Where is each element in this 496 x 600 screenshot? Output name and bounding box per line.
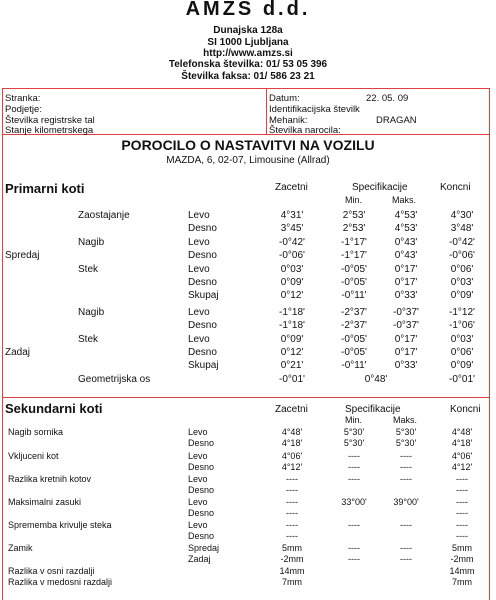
secondary-row-label: Maksimalni zasuki bbox=[8, 497, 82, 507]
secondary-row-end: ---- bbox=[456, 508, 468, 518]
geo-start: -0°01' bbox=[279, 374, 305, 385]
secondary-row-max: ---- bbox=[400, 520, 412, 530]
secondary-row-side: Levo bbox=[188, 451, 208, 461]
secondary-row-end: 4°18' bbox=[451, 438, 473, 448]
primary-row-max: 0°17' bbox=[394, 334, 418, 345]
primary-col-min: Min. bbox=[345, 195, 363, 205]
secondary-row-side: Levo bbox=[188, 474, 208, 484]
secondary-row-end: ---- bbox=[456, 531, 468, 541]
info-mechanic-value: DRAGAN bbox=[376, 115, 417, 126]
primary-row-end: 0°03' bbox=[450, 277, 474, 288]
secondary-row-min: 5°30' bbox=[343, 427, 365, 437]
primary-row-min: -1°17' bbox=[341, 237, 367, 248]
secondary-col-spec: Specifikacije bbox=[345, 404, 401, 415]
secondary-row-end: 4°12' bbox=[451, 462, 473, 472]
primary-row-max: 4°53' bbox=[394, 210, 418, 221]
primary-row-end: 0°09' bbox=[450, 290, 474, 301]
secondary-row-min: ---- bbox=[348, 462, 360, 472]
secondary-row-start: 7mm bbox=[282, 577, 302, 587]
vehicle-description: MAZDA, 6, 02-07, Limousine (Allrad) bbox=[166, 155, 330, 166]
secondary-row-side: Desno bbox=[188, 508, 215, 518]
primary-row-side: Skupaj bbox=[188, 360, 219, 371]
secondary-row-end: ---- bbox=[456, 497, 468, 507]
info-date-value: 22. 05. 09 bbox=[366, 93, 409, 104]
secondary-row-label: Nagib sornika bbox=[8, 427, 64, 437]
primary-row-start: -1°18' bbox=[279, 307, 305, 318]
primary-row-end: 0°06' bbox=[450, 264, 474, 275]
primary-row-side: Levo bbox=[188, 334, 210, 345]
secondary-row-side: Levo bbox=[188, 520, 208, 530]
primary-row-end: -0°06' bbox=[449, 250, 475, 261]
secondary-row-end: 5mm bbox=[452, 543, 472, 553]
info-podjetje: Podjetje: bbox=[5, 104, 42, 115]
secondary-row-side: Desno bbox=[188, 531, 215, 541]
primary-row-min: -0°11' bbox=[341, 360, 367, 371]
geo-spec: 0°48' bbox=[364, 374, 388, 385]
primary-row-end: 0°06' bbox=[450, 347, 474, 358]
primary-row-max: 4°53' bbox=[394, 223, 418, 234]
primary-row-end: 4°30' bbox=[450, 210, 474, 221]
primary-row-end: -0°42' bbox=[449, 237, 475, 248]
secondary-row-max: ---- bbox=[400, 474, 412, 484]
primary-heading: Primarni koti bbox=[5, 181, 85, 196]
primary-row-side: Desno bbox=[188, 320, 217, 331]
secondary-row-start: 4°12' bbox=[281, 462, 303, 472]
primary-row-min: -0°11' bbox=[341, 290, 367, 301]
secondary-row-start: 4°06' bbox=[281, 451, 303, 461]
primary-row-start: 0°09' bbox=[280, 334, 304, 345]
primary-row-start: -1°18' bbox=[279, 320, 305, 331]
primary-row-max: 0°17' bbox=[394, 347, 418, 358]
secondary-row-start: ---- bbox=[286, 485, 298, 495]
primary-row-start: 3°45' bbox=[280, 223, 304, 234]
primary-row-side: Desno bbox=[188, 277, 217, 288]
secondary-row-max: ---- bbox=[400, 543, 412, 553]
primary-row-min: -0°05' bbox=[341, 347, 367, 358]
primary-row-category: Stek bbox=[78, 264, 99, 275]
info-order-label: Številka narocila: bbox=[269, 125, 341, 136]
primary-row-side: Levo bbox=[188, 307, 210, 318]
info-id-label: Identifikacijska številk bbox=[269, 104, 360, 115]
primary-row-start: 4°31' bbox=[280, 210, 304, 221]
primary-row-max: 0°17' bbox=[394, 277, 418, 288]
secondary-row-start: 4°48' bbox=[281, 427, 303, 437]
primary-row-max: 0°17' bbox=[394, 264, 418, 275]
secondary-row-start: 5mm bbox=[282, 543, 302, 553]
primary-row-end: -1°12' bbox=[449, 307, 475, 318]
primary-row-side: Skupaj bbox=[188, 290, 219, 301]
secondary-row-label: Razlika kretnih kotov bbox=[8, 474, 92, 484]
primary-col-start: Zacetni bbox=[275, 182, 308, 193]
secondary-row-label: Razlika v osni razdalji bbox=[8, 566, 95, 576]
primary-row-side: Desno bbox=[188, 250, 217, 261]
secondary-row-side: Levo bbox=[188, 497, 208, 507]
primary-row-min: 2°53' bbox=[342, 223, 366, 234]
primary-row-min: -2°37' bbox=[341, 320, 367, 331]
primary-row-side: Levo bbox=[188, 210, 210, 221]
group-rear: Zadaj bbox=[5, 347, 31, 358]
primary-row-max: 0°33' bbox=[394, 290, 418, 301]
primary-row-start: 0°03' bbox=[280, 264, 304, 275]
secondary-row-start: -2mm bbox=[280, 554, 304, 564]
primary-row-end: 0°03' bbox=[450, 334, 474, 345]
secondary-row-end: ---- bbox=[456, 474, 468, 484]
primary-col-max: Maks. bbox=[392, 195, 417, 205]
secondary-row-end: -2mm bbox=[450, 554, 474, 564]
secondary-row-end: 4°48' bbox=[451, 427, 473, 437]
secondary-row-min: ---- bbox=[348, 451, 360, 461]
secondary-row-side: Desno bbox=[188, 438, 215, 448]
company-street: Dunajska 128a bbox=[213, 25, 283, 36]
primary-row-max: 0°33' bbox=[394, 360, 418, 371]
geo-label: Geometrijska os bbox=[78, 374, 151, 385]
primary-row-side: Levo bbox=[188, 264, 210, 275]
primary-col-spec: Specifikacije bbox=[352, 182, 408, 193]
info-stranka: Stranka: bbox=[5, 93, 41, 104]
secondary-col-min: Min. bbox=[345, 415, 363, 425]
secondary-row-end: ---- bbox=[456, 485, 468, 495]
geo-end: -0°01' bbox=[449, 374, 475, 385]
secondary-row-side: Desno bbox=[188, 485, 215, 495]
secondary-row-end: 7mm bbox=[452, 577, 472, 587]
primary-row-category: Stek bbox=[78, 334, 99, 345]
info-mechanic-label: Mehanik: bbox=[269, 115, 308, 126]
secondary-row-side: Spredaj bbox=[188, 543, 220, 553]
primary-row-start: 0°12' bbox=[280, 290, 304, 301]
group-front: Spredaj bbox=[5, 250, 40, 261]
secondary-row-start: 14mm bbox=[279, 566, 305, 576]
secondary-row-max: ---- bbox=[400, 451, 412, 461]
primary-row-min: -0°05' bbox=[341, 334, 367, 345]
secondary-row-start: 4°18' bbox=[281, 438, 303, 448]
secondary-row-max: ---- bbox=[400, 462, 412, 472]
primary-row-max: -0°37' bbox=[393, 320, 419, 331]
secondary-row-min: 5°30' bbox=[343, 438, 365, 448]
primary-row-end: -1°06' bbox=[449, 320, 475, 331]
secondary-heading: Sekundarni koti bbox=[5, 401, 103, 416]
secondary-row-max: 5°30' bbox=[395, 427, 417, 437]
secondary-row-start: ---- bbox=[286, 508, 298, 518]
primary-row-start: 0°21' bbox=[280, 360, 304, 371]
secondary-row-min: 33°00' bbox=[341, 497, 367, 507]
secondary-row-start: ---- bbox=[286, 520, 298, 530]
secondary-row-side: Levo bbox=[188, 427, 208, 437]
primary-row-min: -2°37' bbox=[341, 307, 367, 318]
secondary-row-end: 4°06' bbox=[451, 451, 473, 461]
secondary-row-label: Razlika v medosni razdalji bbox=[8, 577, 113, 587]
secondary-row-side: Desno bbox=[188, 462, 215, 472]
secondary-row-max: 5°30' bbox=[395, 438, 417, 448]
primary-row-min: 2°53' bbox=[342, 210, 366, 221]
info-registration: Številka registrske tal bbox=[5, 115, 95, 126]
primary-col-end: Koncni bbox=[440, 182, 471, 193]
secondary-row-max: ---- bbox=[400, 554, 412, 564]
info-mileage: Stanje kilometrskega bbox=[5, 125, 94, 136]
secondary-row-max: 39°00' bbox=[393, 497, 419, 507]
secondary-row-side: Zadaj bbox=[188, 554, 211, 564]
info-date-label: Datum: bbox=[269, 93, 300, 104]
primary-row-start: -0°06' bbox=[279, 250, 305, 261]
secondary-row-start: ---- bbox=[286, 531, 298, 541]
secondary-row-min: ---- bbox=[348, 520, 360, 530]
secondary-row-start: ---- bbox=[286, 497, 298, 507]
primary-row-max: 0°43' bbox=[394, 250, 418, 261]
divider-secondary bbox=[3, 397, 489, 398]
divider-info-column bbox=[266, 89, 267, 134]
company-fax: Številka faksa: 01/ 586 23 21 bbox=[181, 71, 315, 82]
primary-row-side: Desno bbox=[188, 347, 217, 358]
secondary-row-min: ---- bbox=[348, 554, 360, 564]
primary-row-max: -0°37' bbox=[393, 307, 419, 318]
primary-row-min: -0°05' bbox=[341, 277, 367, 288]
primary-row-min: -1°17' bbox=[341, 250, 367, 261]
primary-row-start: 0°12' bbox=[280, 347, 304, 358]
secondary-row-start: ---- bbox=[286, 474, 298, 484]
secondary-row-label: Sprememba krivulje steka bbox=[8, 520, 112, 530]
primary-row-start: 0°09' bbox=[280, 277, 304, 288]
primary-row-min: -0°05' bbox=[341, 264, 367, 275]
secondary-row-label: Zamik bbox=[8, 543, 33, 553]
company-web: http://www.amzs.si bbox=[203, 48, 293, 59]
company-name: AMZS d.d. bbox=[185, 0, 311, 20]
secondary-col-end: Koncni bbox=[450, 404, 481, 415]
secondary-row-end: ---- bbox=[456, 520, 468, 530]
secondary-row-label: Vkljuceni kot bbox=[8, 451, 59, 461]
report-title: POROCILO O NASTAVITVI NA VOZILU bbox=[121, 137, 375, 153]
primary-row-end: 3°48' bbox=[450, 223, 474, 234]
secondary-row-end: 14mm bbox=[449, 566, 475, 576]
primary-row-category: Nagib bbox=[78, 237, 105, 248]
primary-row-end: 0°09' bbox=[450, 360, 474, 371]
company-phone: Telefonska številka: 01/ 53 05 396 bbox=[168, 59, 328, 70]
primary-row-category: Zaostajanje bbox=[78, 210, 130, 221]
company-city: SI 1000 Ljubljana bbox=[207, 37, 289, 48]
primary-row-max: 0°43' bbox=[394, 237, 418, 248]
secondary-col-max: Maks. bbox=[393, 415, 418, 425]
secondary-row-min: ---- bbox=[348, 543, 360, 553]
secondary-row-min: ---- bbox=[348, 474, 360, 484]
primary-row-side: Levo bbox=[188, 237, 210, 248]
primary-row-category: Nagib bbox=[78, 307, 105, 318]
primary-row-start: -0°42' bbox=[279, 237, 305, 248]
primary-row-side: Desno bbox=[188, 223, 217, 234]
secondary-col-start: Zacetni bbox=[275, 404, 308, 415]
